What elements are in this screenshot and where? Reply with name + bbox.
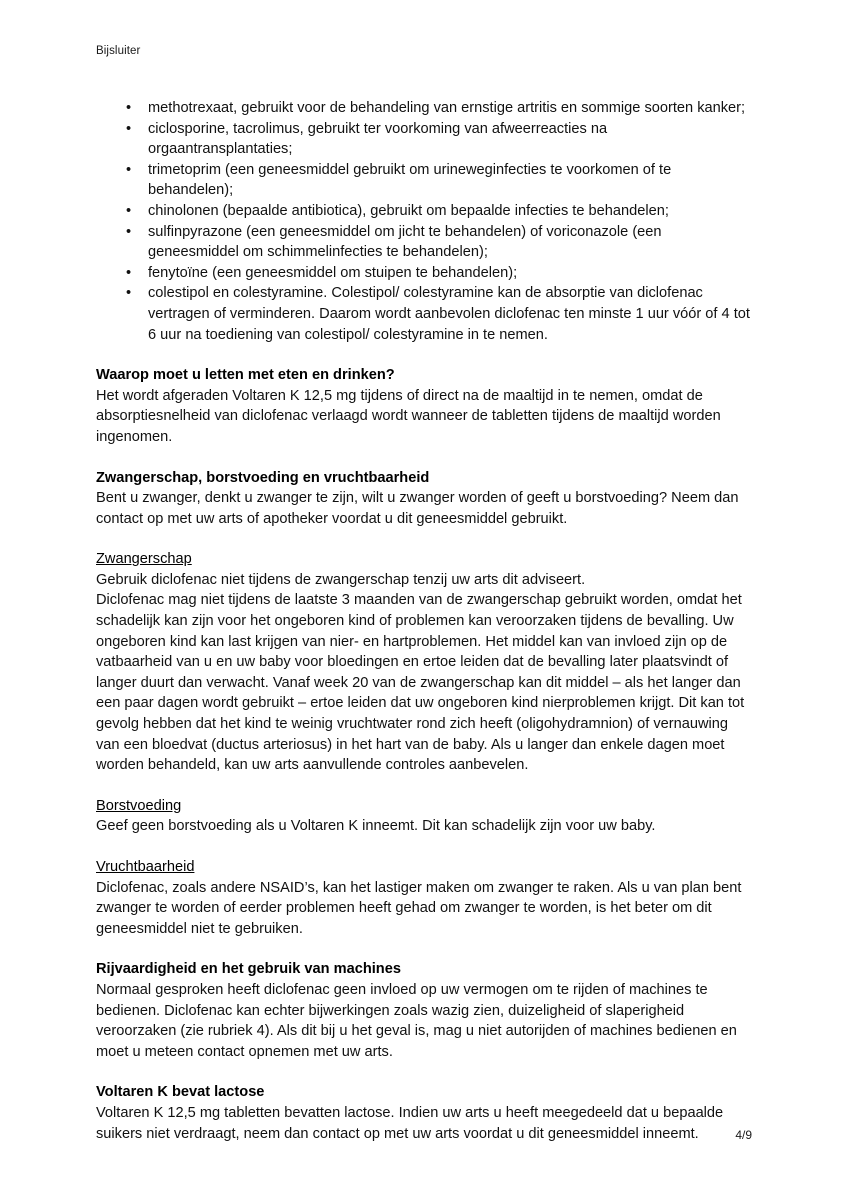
list-item bbox=[96, 263, 752, 284]
page-number: 4/9 bbox=[735, 1127, 752, 1142]
list-item bbox=[96, 98, 752, 119]
list-item-text: chinolonen (bepaalde antibiotica), gebruikt om bepaalde infecties te behandelen; bbox=[148, 202, 669, 219]
subsection-paragraph-2: Diclofenac mag niet tijdens de laatste 3 maanden van de zwangerschap gebruikt worden, omdat het schadelijk kan zijn voor het ongeboren kind of problemen kan veroorzaken tijdens de bevalling. Uw ongeboren kind kan last krijgen van nier- en hartproblemen. Het middel kan van invloed zijn op de vatbaarheid van u en uw baby voor bloedingen en ertoe leiden dat de bevalling later plaatsvindt of langer duurt dan verwacht. Vanaf week 20 van de zwangerschap kan dit middel – als het langer dan een paar dagen wordt gebruikt – ertoe leiden dat uw ongeboren kind nierproblemen krijgt. Dit kan tot gevolg hebben dat het kind te weinig vruchtwater rond zich heeft (oligohydramnion) of vernauwing van een bloedvat (ductus arteriosus) in het hart van de baby. Als u langer dan enkele dagen moet worden behandeld, kan uw arts aanvullende controles aanbevelen. bbox=[96, 592, 745, 774]
subsection-fertility bbox=[96, 857, 752, 939]
list-item-text: sulfinpyrazone (een geneesmiddel om jicht te behandelen) of voriconazole (een geneesmiddel om schimmelinfecties te behandelen); bbox=[148, 223, 662, 261]
list-item-text: colestipol en colestyramine. Colestipol/ colestyramine kan de absorptie van diclofenac vertragen of verminderen. Daarom wordt aanbevolen diclofenac ten minste 1 uur vóór of 4 tot 6 uur na toediening van colestipol/ colestyramine in te nemen. bbox=[148, 285, 750, 343]
subsection-heading: Borstvoeding bbox=[96, 797, 182, 814]
bullet-icon: • bbox=[126, 285, 132, 302]
section-heading: Voltaren K bevat lactose bbox=[96, 1084, 265, 1101]
bullet-icon: • bbox=[126, 100, 132, 116]
list-item-text: fenytoïne (een geneesmiddel om stuipen te behandelen); bbox=[148, 264, 518, 281]
section-heading: Zwangerschap, borstvoeding en vruchtbaarheid bbox=[96, 469, 430, 486]
section-food-and-drink bbox=[96, 365, 752, 447]
subsection-breastfeeding bbox=[96, 796, 752, 837]
subsection-heading: Zwangerschap bbox=[96, 551, 192, 568]
list-item bbox=[96, 201, 752, 222]
document-body bbox=[96, 98, 752, 1144]
subsection-paragraph: Geef geen borstvoeding als u Voltaren K inneemt. Dit kan schadelijk zijn voor uw baby. bbox=[96, 818, 656, 835]
subsection-pregnancy bbox=[96, 549, 752, 776]
bullet-icon: • bbox=[126, 202, 132, 219]
section-paragraph: Normaal gesproken heeft diclofenac geen invloed op uw vermogen om te rijden of machines te bedienen. Diclofenac kan echter bijwerkingen zoals wazig zien, duizeligheid of slaperigheid veroorzaken (zie rubriek 4). Als dit bij u het geval is, mag u niet autorijden of machines bedienen en moet u meteen contact opnemen met uw arts. bbox=[96, 981, 737, 1060]
section-paragraph: Bent u zwanger, denkt u zwanger te zijn, wilt u zwanger worden of geeft u borstvoeding? Neem dan contact op met uw arts of apotheker voordat u dit geneesmiddel gebruikt. bbox=[96, 490, 739, 527]
subsection-heading: Vruchtbaarheid bbox=[96, 859, 195, 875]
list-item bbox=[96, 160, 752, 201]
section-heading: Rijvaardigheid en het gebruik van machines bbox=[96, 961, 401, 978]
list-item-text: trimetoprim (een geneesmiddel gebruikt om urineweginfecties te voorkomen of te behandelen); bbox=[148, 161, 672, 199]
subsection-paragraph: Diclofenac, zoals andere NSAID’s, kan het lastiger maken om zwanger te raken. Als u van plan bent zwanger te worden of eerder problemen heeft gehad om zwanger te worden, is het beter om dit geneesmiddel niet te gebruiken. bbox=[96, 879, 742, 937]
interaction-medicine-list bbox=[96, 98, 752, 345]
list-item bbox=[96, 283, 752, 345]
subsection-paragraph-1: Gebruik diclofenac niet tijdens de zwangerschap tenzij uw arts dit adviseert. bbox=[96, 571, 586, 588]
section-pregnancy-breastfeeding-fertility bbox=[96, 468, 752, 530]
section-lactose bbox=[96, 1082, 752, 1144]
bullet-icon: • bbox=[126, 120, 132, 137]
bullet-icon: • bbox=[126, 223, 132, 240]
document-header-label: Bijsluiter bbox=[96, 45, 141, 57]
section-driving-and-machines bbox=[96, 959, 752, 1062]
section-paragraph: Het wordt afgeraden Voltaren K 12,5 mg tijdens of direct na de maaltijd in te nemen, omdat de absorptiesnelheid van diclofenac verlaagd wordt wanneer de tabletten tijdens de maaltijd worden ingenomen. bbox=[96, 387, 721, 445]
section-heading: Waarop moet u letten met eten en drinken? bbox=[96, 367, 395, 384]
list-item bbox=[96, 222, 752, 263]
list-item-text: methotrexaat, gebruikt voor de behandeling van ernstige artritis en sommige soorten kanker; bbox=[148, 100, 746, 116]
list-item-text: ciclosporine, tacrolimus, gebruikt ter voorkoming van afweerreacties na orgaantransplantaties; bbox=[148, 120, 608, 158]
bullet-icon: • bbox=[126, 264, 132, 281]
section-paragraph: Voltaren K 12,5 mg tabletten bevatten lactose. Indien uw arts u heeft meegedeeld dat u bepaalde suikers niet verdraagt, neem dan contact op met uw arts voordat u dit geneesmiddel inneemt. bbox=[96, 1104, 724, 1142]
list-item bbox=[96, 119, 752, 160]
bullet-icon: • bbox=[126, 161, 132, 178]
